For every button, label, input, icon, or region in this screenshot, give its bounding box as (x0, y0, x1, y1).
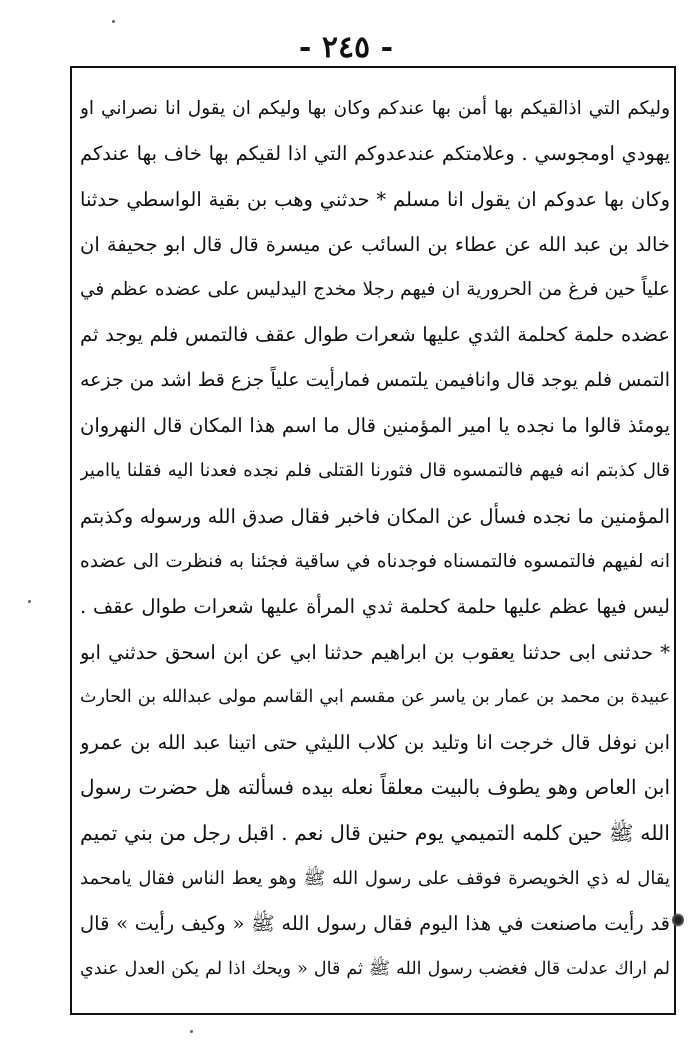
text-line: المؤمنين ما نجده فسأل عن المكان فاخبر فقال صدق الله ورسوله وكذبتم (80, 504, 670, 528)
text-line: وليكم التي اذالقيكم بها أمن بها عندكم وكان بها وليكم ان يقول انا نصراني او (80, 98, 670, 119)
top-rule (70, 66, 676, 68)
text-line: الله ﷺ حين كلمه التميمي يوم حنين قال نعم . اقبل رجل من بني تميم (80, 820, 670, 845)
text-line: ابن نوفل قال خرجت انا وتليد بن كلاب الليثي حتى اتينا عبد الله بن عمرو (80, 731, 670, 755)
ink-speck (112, 20, 115, 23)
text-line: عضده حلمة كحلمة الثدي عليها شعرات طوال عقف فالتمس فلم يوجد ثم (80, 323, 670, 347)
text-line: ابن العاص وهو يطوف بالبيت معلقاً نعله بيده فسألته هل حضرت رسول (80, 775, 670, 800)
text-line: وكان بها عدوكم ان يقول انا مسلم * حدثني وهب بن بقية الواسطي حدثنا (80, 187, 670, 211)
left-frame-line (70, 66, 72, 1013)
ink-blot-mark (672, 912, 684, 928)
text-line: لم اراك عدلت قال فغضب رسول الله ﷺ ثم قال « ويحك اذا لم يكن العدل عندي (80, 958, 670, 979)
text-line: قال كذبتم انه فيهم فالتمسوه قال فثورنا القتلى فلم نجده فعدنا اليه فقلنا ياامير (80, 460, 670, 482)
text-line: علياً حين فرغ من الحرورية ان فيهم رجلا مخدج اليدليس على عضده عظم في (80, 279, 670, 301)
text-line: يهودي اومجوسي . وعلامتكم عندعدوكم التي اذا لقيكم بها خاف بها عندكم (80, 142, 670, 166)
text-line: التمس فلم يوجد قال وانافيمن يلتمس فمارأيت علياً جزع قط اشد من جزعه (80, 368, 670, 391)
text-line: عبيدة بن محمد بن عمار بن ياسر عن مقسم ابي القاسم مولى عبدالله بن الحارث (80, 686, 670, 707)
body-text (80, 86, 670, 992)
bottom-rule (70, 1013, 676, 1015)
text-line: قد رأيت ماصنعت في هذا اليوم فقال رسول الله ﷺ « وكيف رأيت » قال (80, 912, 670, 936)
text-line: يقال له ذي الخويصرة فوقف على رسول الله ﷺ وهو يعط الناس فقال يامحمد (80, 868, 670, 890)
text-line: انه لفيهم فالتمسوه فالتمسناه فوجدناه في ساقية فجئنا به فنظرت الى عضده (80, 550, 670, 572)
ink-speck (28, 600, 31, 603)
text-line: يومئذ قالوا ما نجده يا امير المؤمنين قال ما اسم هذا المكان قال النهروان (80, 414, 670, 438)
text-line: خالد بن عبد الله عن عطاء بن السائب عن ميسرة قال قال ابو جحيفة ان (80, 232, 670, 256)
page-number: - ٢٤٥ - (298, 30, 394, 65)
ink-speck (190, 1030, 193, 1033)
right-frame-line (674, 66, 676, 1013)
text-line: * حدثنى ابى حدثنا يعقوب بن ابراهيم حدثنا ابي عن ابن اسحق حدثني ابو (80, 640, 670, 664)
text-line: ليس فيها عظم عليها حلمة كحلمة ثدي المرأة عليها شعرات طوال عقف . (80, 595, 670, 619)
